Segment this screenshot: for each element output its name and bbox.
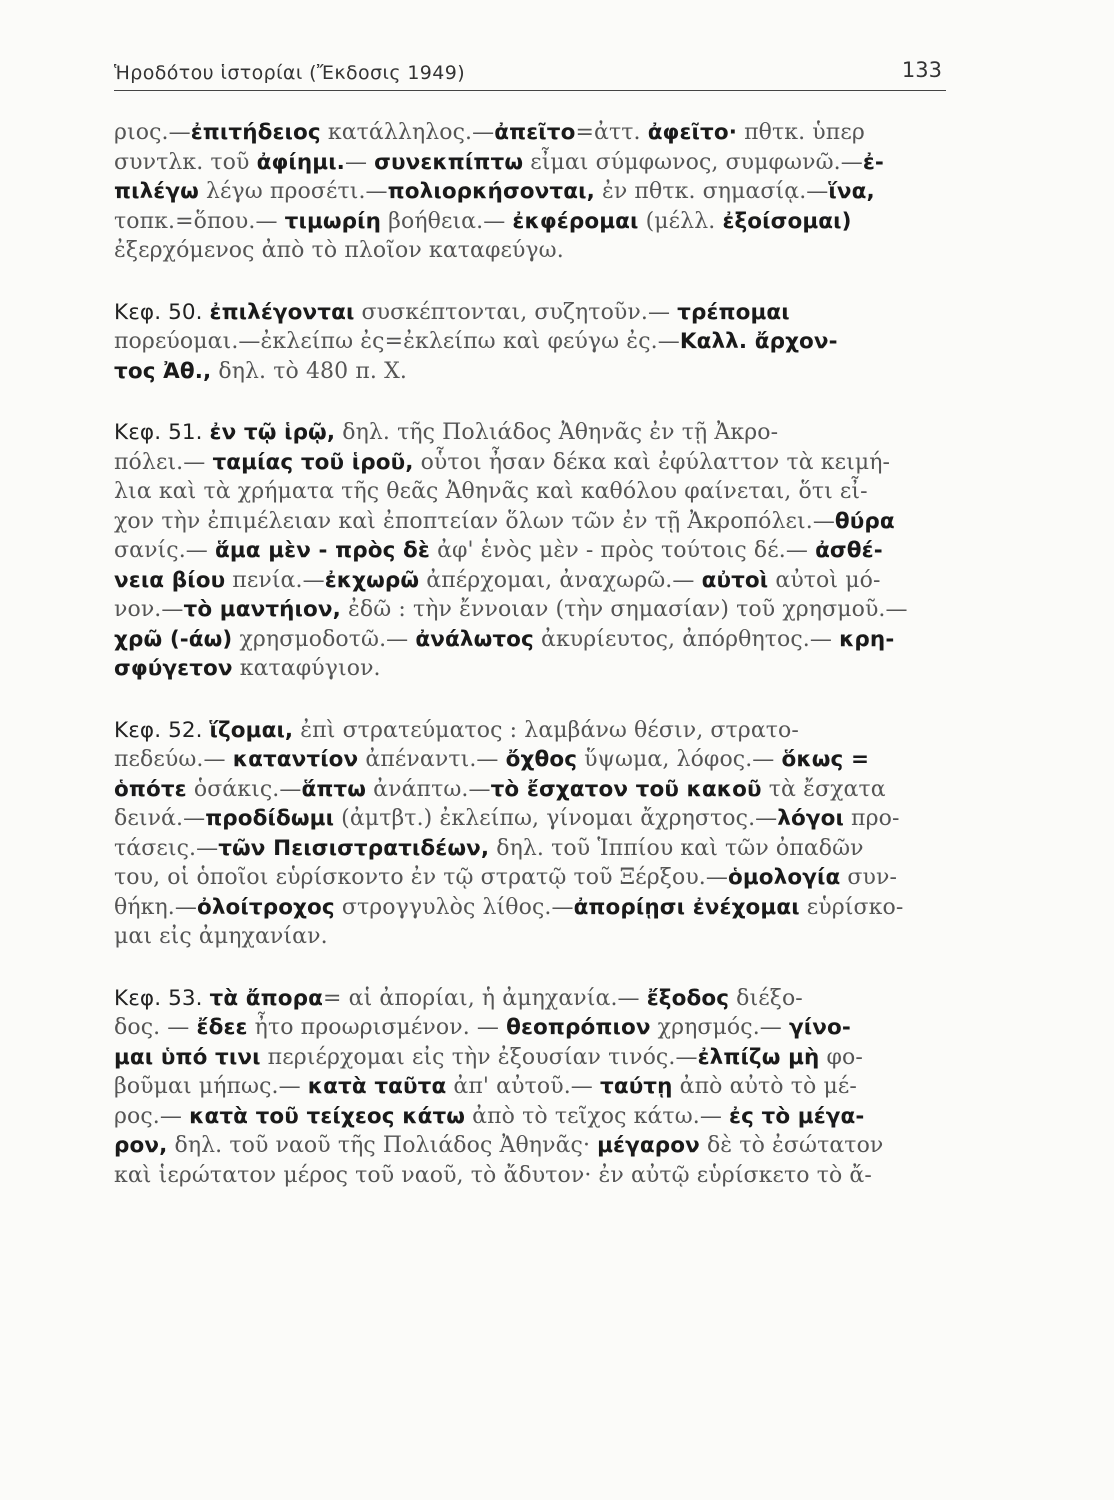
gloss-text: δηλ. τῆς Πολιάδος Ἀθηνᾶς ἐν τῇ Ἀκρο- [335,420,779,445]
headword: τιμωρίη [284,208,382,234]
headword: κατὰ ταῦτα [307,1074,447,1099]
gloss-text: ἐν πθτκ. σημασίᾳ.— [594,179,829,204]
headword: ὀλοίτροχος [196,894,335,920]
gloss-text: δὲ τὸ ἐσώτατον [699,1133,884,1158]
paragraph-gap [114,952,960,984]
gloss-text: μαι εἰς ἀμηχανίαν. [114,924,328,949]
headword: τρέπομαι [677,299,790,325]
headword: ἔδεε [196,1015,248,1040]
headword: ὁπότε [114,776,187,802]
headword: ρον, [114,1133,168,1158]
gloss-text: πθτκ. ὑπερ [736,120,865,145]
text-line [114,236,960,266]
headword: ἐξοίσομαι) [722,208,852,234]
gloss-text: ἀκυρίευτος, ἀπόρθητος.— [533,626,840,652]
gloss-text: ἀφ' ἑνὸς μὲν - πρὸς τούτοις δέ.— [430,538,816,563]
gloss-text: συσκέπτονται, συζητοῦν.— [354,299,678,325]
gloss-text: πόλει.— [114,449,213,475]
gloss-text: κατάλληλος.— [320,120,495,145]
headword: ἐ- [862,149,884,175]
text-line [114,716,960,746]
glossary-paragraph [114,118,960,266]
text-line [114,418,960,448]
headword: ἵνα, [828,179,875,204]
gloss-text: εὑρίσκο- [799,894,904,920]
gloss-text: ρος.— [114,1103,190,1129]
glossary-paragraph [114,716,960,952]
headword: ἵζομαι, [209,717,294,743]
headword: ἀφεῖτο· [647,120,737,145]
headword: σφύγετον [114,656,233,681]
headword: τῶν Πεισιστρατιδέων, [218,835,490,861]
headword: ἅμα μὲν - πρὸς δὲ [214,538,430,563]
headword: ἐκφέρομαι [512,208,639,234]
gloss-text: του, οἱ ὁποῖοι εὑρίσκοντο ἐν τῷ στρατῷ τοῦ Ξέρξου.— [114,865,728,890]
chapter-label: Κεφ. 50. [114,299,210,325]
gloss-text: βοῦμαι μήπως.— [114,1074,308,1099]
headword: ἐπιτήδειος [190,120,321,145]
gloss-text: =ἀττ. [575,120,648,145]
gloss-text: τοπκ.=ὅπου.— [114,208,285,234]
text-line [114,863,960,893]
headword: ἅπτω [301,776,367,802]
text-line [114,207,960,237]
gloss-text: δηλ. τοῦ Ἱππίου καὶ τῶν ὀπαδῶν [489,835,864,861]
headword: προδίδωμι [205,806,335,831]
gloss-text: (μέλλ. [638,208,723,234]
gloss-text: οὗτοι ἦσαν δέκα καὶ ἐφύλαττον τὰ κειμή- [413,449,891,475]
gloss-text: νον.— [114,597,184,622]
gloss-text: πενία.— [225,567,325,593]
gloss-text: ὕψωμα, λόφος.— [577,747,782,772]
headword: καταντίον [232,747,359,772]
headword: ἐκχωρῶ [324,567,420,593]
running-header [114,58,946,91]
text-line [114,1161,960,1191]
text-line [114,177,960,207]
gloss-text: δεινά.— [114,806,206,831]
gloss-text: ἀπὸ αὐτὸ τὸ μέ- [672,1074,857,1099]
chapter-label: Κεφ. 51. [114,420,210,445]
headword: γίνο- [789,1015,851,1040]
gloss-text: προ- [843,806,900,831]
text-line [114,118,960,148]
gloss-text: λια καὶ τὰ χρήματα τῆς θεᾶς Ἀθηνᾶς καὶ καθόλου φαίνεται, ὅτι εἶ- [114,479,868,504]
page-number: 133 [901,58,942,82]
headword: ἀνάλωτος [415,626,534,652]
gloss-text: τάσεις.— [114,835,219,861]
headword: πολιορκήσονται, [387,179,595,204]
gloss-text: ἐπὶ στρατεύματος : λαμβάνω θέσιν, στρατο- [293,717,799,743]
headword: συνεκπίπτω [374,149,524,175]
headword: μέγαρον [597,1133,700,1158]
gloss-text: — [344,149,375,175]
text-line [114,654,960,684]
text-line [114,327,960,357]
text-line [114,1131,960,1161]
gloss-text: χον τὴν ἐπιμέλειαν καὶ ἐποπτείαν ὅλων τῶν ἐν τῇ Ἀκροπόλει.— [114,508,835,534]
text-line [114,536,960,566]
gloss-text: ἀπὸ τὸ τεῖχος κάτω.— [465,1103,730,1129]
headword: ταύτῃ [600,1074,673,1099]
gloss-text: περιέρχομαι εἰς τὴν ἐξουσίαν τινός.— [260,1044,698,1070]
gloss-text: ἀπέναντι.— [358,747,506,772]
text-line [114,1043,960,1073]
gloss-text: θήκη.— [114,894,197,920]
text-line [114,625,960,655]
headword: κρη- [839,626,895,652]
chapter-label: Κεφ. 53. [114,985,210,1011]
headword: ὄχθος [505,747,578,772]
gloss-text: καταφύγιον. [232,656,381,681]
gloss-text: φο- [819,1044,863,1070]
headword: νεια βίου [114,567,226,593]
headword: ταμίας τοῦ ἱροῦ, [212,449,414,475]
headword: ἀφίημι. [256,149,345,175]
text-line [114,922,960,952]
glossary-paragraph [114,984,960,1191]
paragraph-gap [114,386,960,418]
gloss-text: δος. — [114,1015,197,1040]
paragraph-gap [114,266,960,298]
text-line [114,834,960,864]
text-line [114,893,960,923]
headword: θεοπρόπιον [506,1015,651,1040]
gloss-text: (ἀμτβτ.) ἐκλείπω, γίνομαι ἄχρηστος.— [334,806,778,831]
text-line [114,298,960,328]
text-line [114,804,960,834]
gloss-text: εἶμαι σύμφωνος, συμφωνῶ.— [523,149,863,175]
headword: ἐς τὸ μέγα- [729,1103,865,1129]
headword: ἔξοδος [646,985,730,1011]
glossary-body [114,118,960,1190]
text-line [114,1102,960,1132]
text-line [114,566,960,596]
text-line [114,595,960,625]
gloss-text: ἀπέρχομαι, ἀναχωρῶ.— [419,567,702,593]
headword: ὁμολογία [728,865,841,890]
headword: αὐτοὶ [701,567,769,593]
text-line [114,477,960,507]
chapter-label: Κεφ. 52. [114,717,210,743]
text-line [114,745,960,775]
headword: ἐν τῷ ἱρῷ, [209,420,336,445]
gloss-text: χρησμοδοτῶ.— [232,626,416,652]
headword: λόγοι [777,806,844,831]
gloss-text: ἐξερχόμενος ἀπὸ τὸ πλοῖον καταφεύγω. [114,238,564,263]
headword: θύρα [834,508,895,534]
gloss-text: χρησμός.— [650,1015,789,1040]
headword: τὸ ἔσχατον τοῦ κακοῦ [490,776,762,802]
gloss-text: ἦτο προωρισμένον. — [247,1015,507,1040]
text-line [114,1013,960,1043]
text-line [114,148,960,178]
paragraph-gap [114,684,960,716]
gloss-text: ἐδῶ : τὴν ἔννοιαν (τὴν σημασίαν) τοῦ χρησμοῦ.— [340,597,908,622]
gloss-text: τὰ ἔσχατα [761,776,886,802]
gloss-text: σανίς.— [114,538,215,563]
gloss-text: πεδεύω.— [114,747,233,772]
glossary-paragraph [114,298,960,387]
headword: Καλλ. ἄρχον- [679,329,838,354]
headword: τὰ ἄπορα [209,985,323,1011]
text-line [114,775,960,805]
gloss-text: στρογγυλὸς λίθος.— [334,894,574,920]
gloss-text: ἀνάπτω.— [366,776,491,802]
text-line [114,1072,960,1102]
headword: ἀπεῖτο [494,120,576,145]
gloss-text: = αἱ ἀπορίαι, ἡ ἀμηχανία.— [323,985,647,1011]
text-line [114,984,960,1014]
headword: μαι ὑπό τινι [114,1044,261,1070]
text-line [114,448,960,478]
text-line [114,507,960,537]
headword: τος Ἀθ., [114,358,212,384]
gloss-text: διέξο- [729,985,803,1011]
headword: χρῶ (-άω) [114,626,233,652]
gloss-text: καὶ ἱερώτατον μέρος τοῦ ναοῦ, τὸ ἄδυτον· ἐν αὐτῷ εὑρίσκετο τὸ ἄ- [114,1162,872,1188]
gloss-text: πορεύομαι.—ἐκλείπω ἐς=ἐκλείπω καὶ φεύγω ἐς.— [114,329,680,354]
gloss-text: βοήθεια.— [381,208,513,234]
gloss-text: λέγω προσέτι.— [198,179,388,204]
text-line [114,357,960,387]
headword: κατὰ τοῦ τείχεος κάτω [189,1103,466,1129]
gloss-text: ὁσάκις.— [186,776,302,802]
headword: πιλέγω [114,179,199,204]
headword: ἐλπίζω μὴ [697,1044,820,1070]
headword: τὸ μαντήιον, [183,597,341,622]
headword: ἀσθέ- [815,538,883,563]
gloss-text: συν- [840,865,898,890]
headword: ἐπιλέγονται [209,299,355,325]
headword: ἀπορίῃσι ἐνέχομαι [573,894,800,920]
gloss-text: συντλκ. τοῦ [114,149,257,175]
headword: ὅκως = [781,747,870,772]
glossary-paragraph [114,418,960,684]
gloss-text: αὐτοὶ μό- [768,567,881,593]
gloss-text: δηλ. τὸ 480 π. Χ. [211,358,407,384]
running-title: Ἡροδότου ἱστορίαι (Ἔκδοσις 1949) [114,62,466,84]
gloss-text: ριος.— [114,120,191,145]
gloss-text: ἀπ' αὐτοῦ.— [446,1074,600,1099]
gloss-text: δηλ. τοῦ ναοῦ τῆς Πολιάδος Ἀθηνᾶς· [167,1133,598,1158]
